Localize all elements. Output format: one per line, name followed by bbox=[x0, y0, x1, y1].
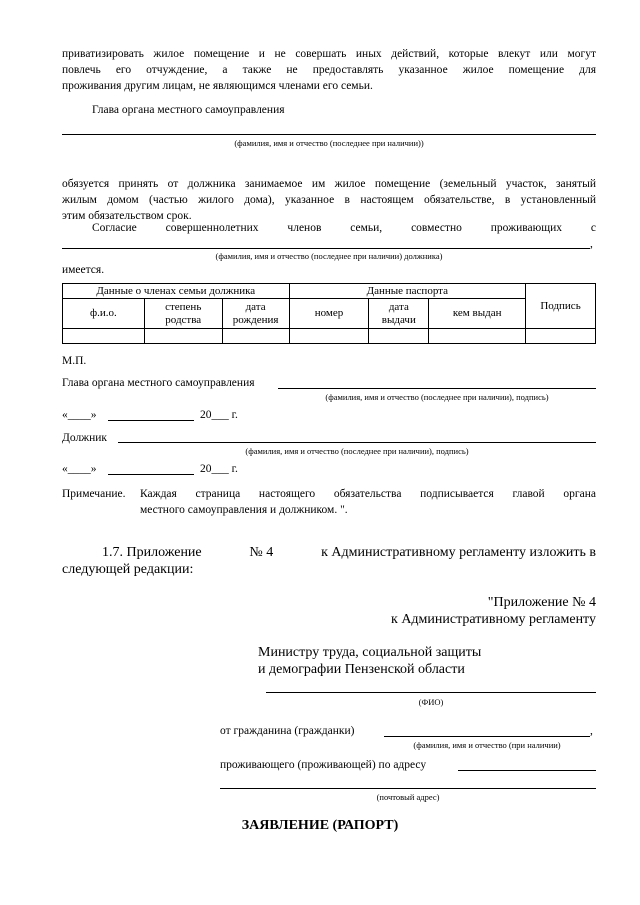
note-text-1: Каждая страница настоящего обязательства подписывается главой органа bbox=[140, 488, 596, 500]
obligation-line-3: этим обязательством срок. bbox=[62, 210, 192, 222]
exists-text: имеется. bbox=[62, 264, 105, 276]
comma-debtor: , bbox=[590, 238, 593, 250]
header-issue-date: дата выдачи bbox=[369, 299, 429, 329]
note-label: Примечание. bbox=[62, 488, 126, 500]
amendment-line-2: следующей редакции: bbox=[62, 562, 194, 577]
amendment-part: № 4 bbox=[249, 545, 274, 560]
consent-word: совершеннолетних bbox=[165, 222, 259, 234]
head-sign-line bbox=[278, 388, 596, 389]
consent-word: с bbox=[590, 222, 596, 234]
table-cell bbox=[144, 329, 222, 344]
debtor-sign-line bbox=[118, 442, 596, 443]
header-relation: степень родства bbox=[144, 299, 222, 329]
header-signature: Подпись bbox=[526, 284, 596, 329]
fio-line-head bbox=[62, 134, 596, 135]
amendment-part: к Административному регламенту изложить в bbox=[321, 545, 596, 560]
amendment-part: 1.7. Приложение bbox=[102, 545, 202, 560]
intro-line-3: проживания другим лицам, не являющимся членами его семьи. bbox=[62, 80, 373, 92]
caption-fio-sign-debtor: (фамилия, имя и отчество (последнее при наличии), подпись) bbox=[245, 446, 469, 456]
consent-word: членов bbox=[287, 222, 322, 234]
table-cell bbox=[63, 329, 145, 344]
note-text-2: местного самоуправления и должником. ". bbox=[140, 504, 348, 516]
from-line bbox=[384, 736, 590, 737]
intro-line-1: приватизировать жилое помещение и не совершать иных действий, которые влекут или могут bbox=[62, 48, 596, 60]
header-family-group: Данные о членах семьи должника bbox=[63, 284, 290, 299]
consent-word: проживающих bbox=[490, 222, 562, 234]
header-birth-date: дата рождения bbox=[222, 299, 289, 329]
table-row bbox=[63, 329, 596, 344]
consent-word: семьи, bbox=[350, 222, 383, 234]
caption-from: (фамилия, имя и отчество (при наличии) bbox=[413, 740, 561, 750]
consent-word: совместно bbox=[411, 222, 462, 234]
address-line-1 bbox=[458, 770, 596, 771]
statement-title: ЗАЯВЛЕНИЕ (РАПОРТ) bbox=[241, 818, 399, 833]
caption-fio-optional: (фамилия, имя и отчество (последнее при наличии)) bbox=[234, 138, 424, 148]
date-year-2: 20___ г. bbox=[200, 463, 238, 475]
table-cell bbox=[526, 329, 596, 344]
table-cell bbox=[429, 329, 526, 344]
caption-address: (почтовый адрес) bbox=[376, 792, 440, 802]
caption-fio-recipient: (ФИО) bbox=[418, 697, 444, 707]
date-month-line-1 bbox=[108, 420, 194, 421]
obligation-line-1: обязуется принять от должника занимаемое им жилое помещение (земельный участок, занятый bbox=[62, 178, 596, 190]
debtor-label: Должник bbox=[62, 432, 108, 444]
addressee-line-1: Министру труда, социальной защиты bbox=[258, 645, 482, 660]
date-day-1: «____» bbox=[62, 409, 97, 421]
caption-fio-sign-head: (фамилия, имя и отчество (последнее при наличии), подпись) bbox=[325, 392, 549, 402]
header-passport-number: номер bbox=[289, 299, 369, 329]
from-label: от гражданина (гражданки) bbox=[220, 725, 355, 737]
caption-fio-debtor: (фамилия, имя и отчество (последнее при наличии) должника) bbox=[215, 251, 443, 261]
table-cell bbox=[369, 329, 429, 344]
intro-line-2: повлечь его отчуждение, а также не предоставлять указанное жилое помещение для bbox=[62, 64, 596, 76]
header-passport-group: Данные паспорта bbox=[289, 284, 525, 299]
date-day-2: «____» bbox=[62, 463, 97, 475]
stamp-mark: М.П. bbox=[62, 355, 87, 367]
from-comma: , bbox=[590, 725, 593, 737]
addressee-line-2: и демографии Пензенской области bbox=[258, 662, 465, 677]
appendix-subtitle: к Административному регламенту bbox=[391, 612, 596, 627]
table-cell bbox=[289, 329, 369, 344]
obligation-line-2: жилым домом (частью жилого дома), указанное в настоящем обязательстве, в установленный bbox=[62, 194, 596, 206]
date-year-1: 20___ г. bbox=[200, 409, 238, 421]
fio-recipient-line bbox=[266, 692, 596, 693]
header-issued-by: кем выдан bbox=[429, 299, 526, 329]
appendix-title: "Приложение № 4 bbox=[487, 595, 596, 610]
amendment-line-1 bbox=[62, 544, 596, 562]
residing-label: проживающего (проживающей) по адресу bbox=[220, 759, 427, 771]
head-label-top: Глава органа местного самоуправления bbox=[92, 104, 285, 116]
date-month-line-2 bbox=[108, 474, 194, 475]
header-fio: ф.и.о. bbox=[63, 299, 145, 329]
fio-line-debtor bbox=[62, 248, 590, 249]
consent-word: Согласие bbox=[92, 222, 137, 234]
address-line-2 bbox=[220, 788, 596, 789]
table-cell bbox=[222, 329, 289, 344]
consent-line bbox=[92, 220, 596, 236]
head-label-sign: Глава органа местного самоуправления bbox=[62, 377, 255, 389]
family-table bbox=[62, 283, 596, 344]
